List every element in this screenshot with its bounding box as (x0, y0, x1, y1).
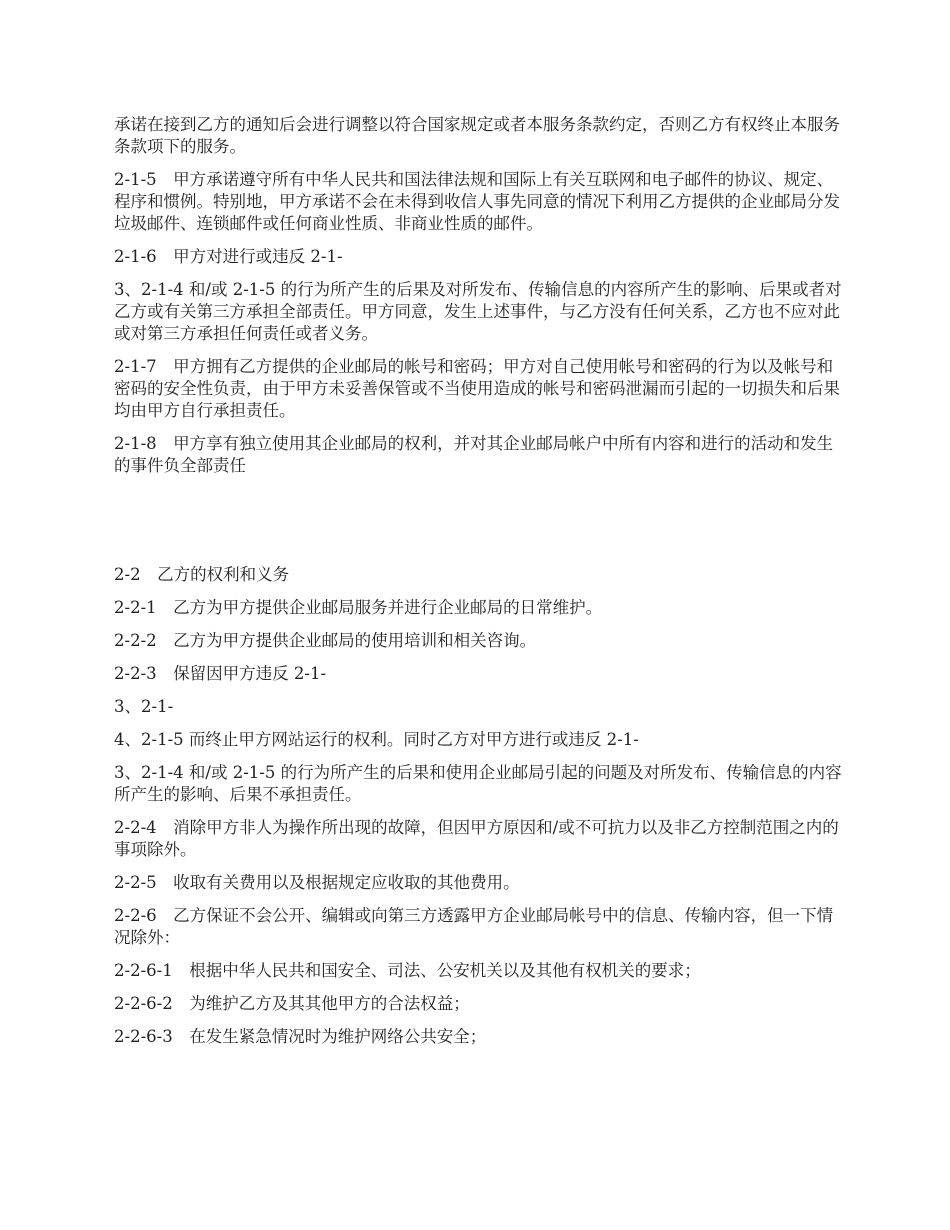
paragraph-2-2-3: 2-2-3 保留因甲方违反 2-1- (114, 664, 327, 683)
section-spacer (114, 488, 844, 564)
document-body (114, 114, 844, 1059)
section-heading-2-2: 2-2 乙方的权利和义务 (114, 565, 290, 584)
paragraph-2-2-3-part3: 4、2-1-5 而终止甲方网站运行的权利。同时乙方对甲方进行或违反 2-1- (114, 730, 639, 749)
paragraph-2-2-6-2: 2-2-6-2 为维护乙方及其其他甲方的合法权益； (114, 994, 470, 1013)
paragraph-2-1-8: 2-1-8 甲方享有独立使用其企业邮局的权利，并对其企业邮局帐户中所有内容和进行的活动和发生的事件负全部责任 (114, 434, 834, 475)
paragraph-2-2-6-1: 2-2-6-1 根据中华人民共和国安全、司法、公安机关以及其他有权机关的要求； (114, 961, 701, 980)
paragraph-2-2-3-part2: 3、2-1- (114, 697, 174, 716)
paragraph-2-2-1: 2-2-1 乙方为甲方提供企业邮局服务并进行企业邮局的日常维护。 (114, 598, 603, 617)
paragraph-2-1-5: 2-1-5 甲方承诺遵守所有中华人民共和国法律法规和国际上有关互联网和电子邮件的协议、规定、程序和惯例。特别地，甲方承诺不会在未得到收信人事先同意的情况下利用乙方提供的企业邮局分发垃圾邮件、连锁邮件或任何商业性质、非商业性质的邮件。 (114, 170, 840, 233)
paragraph-2-2-2: 2-2-2 乙方为甲方提供企业邮局的使用培训和相关咨询。 (114, 631, 537, 650)
paragraph-2-1-6-continued: 3、2-1-4 和/或 2-1-5 的行为所产生的后果及对所发布、传输信息的内容所产生的影响、后果或者对乙方或有关第三方承担全部责任。甲方同意，发生上述事件，与乙方没有任何关系，乙方也不应对此或对第三方承担任何责任或者义务。 (114, 280, 842, 343)
paragraph-2-1-6: 2-1-6 甲方对进行或违反 2-1- (114, 247, 343, 266)
paragraph-2-2-6: 2-2-6 乙方保证不会公开、编辑或向第三方透露甲方企业邮局帐号中的信息、传输内容，但一下情况除外： (114, 906, 834, 947)
paragraph-2-2-3-part4: 3、2-1-4 和/或 2-1-5 的行为所产生的后果和使用企业邮局引起的问题及对所发布、传输信息的内容所产生的影响、后果不承担责任。 (114, 763, 842, 804)
paragraph-2-2-4: 2-2-4 消除甲方非人为操作所出现的故障，但因甲方原因和/或不可抗力以及非乙方控制范围之内的事项除外。 (114, 818, 839, 859)
paragraph-2-1-7: 2-1-7 甲方拥有乙方提供的企业邮局的帐号和密码；甲方对自己使用帐号和密码的行为以及帐号和密码的安全性负责，由于甲方未妥善保管或不当使用造成的帐号和密码泄漏而引起的一切损失和后果均由甲方自行承担责任。 (114, 357, 840, 420)
paragraph-2-2-5: 2-2-5 收取有关费用以及根据规定应收取的其他费用。 (114, 873, 520, 892)
paragraph-continuation: 承诺在接到乙方的通知后会进行调整以符合国家规定或者本服务条款约定，否则乙方有权终止本服务条款项下的服务。 (114, 115, 840, 156)
paragraph-2-2-6-3: 2-2-6-3 在发生紧急情况时为维护网络公共安全； (114, 1027, 487, 1046)
